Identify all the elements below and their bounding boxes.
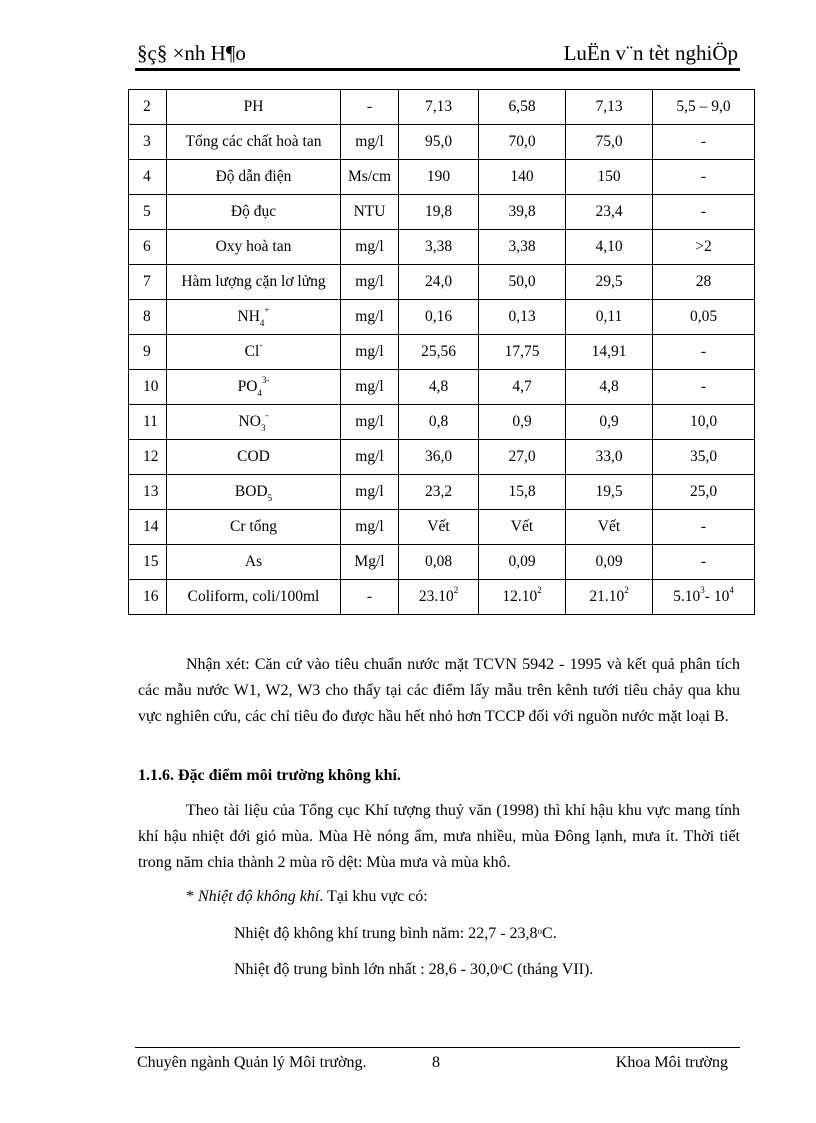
row-number-cell: 11 — [129, 405, 167, 440]
unit-cell: - — [341, 580, 399, 615]
w3-cell: 33,0 — [566, 440, 653, 475]
parameter-cell: Độ đục — [167, 195, 341, 230]
footer-right-text: Khoa Môi trường — [615, 1054, 728, 1071]
table-row — [129, 545, 755, 580]
table-row — [129, 405, 755, 440]
w3-cell: 4,10 — [566, 230, 653, 265]
w2-cell: 70,0 — [479, 125, 566, 160]
standard-cell: - — [653, 335, 755, 370]
standard-cell: 5,5 – 9,0 — [653, 90, 755, 125]
page-number: 8 — [432, 1054, 440, 1071]
row-number-cell: 15 — [129, 545, 167, 580]
standard-cell: 28 — [653, 265, 755, 300]
w3-cell: 14,91 — [566, 335, 653, 370]
table-row — [129, 475, 755, 510]
table-row — [129, 195, 755, 230]
w2-cell: 0,13 — [479, 300, 566, 335]
parameter-cell: Hàm lượng cặn lơ lửng — [167, 265, 341, 300]
w1-cell: 7,13 — [399, 90, 479, 125]
w3-cell: 21.10$^2$ — [566, 580, 653, 615]
row-number-cell: 9 — [129, 335, 167, 370]
row-number-cell: 13 — [129, 475, 167, 510]
parameter-cell: $BOD_5$ — [167, 475, 341, 510]
w2-cell: 0,09 — [479, 545, 566, 580]
row-number-cell: 6 — [129, 230, 167, 265]
w1-cell: 23.10$^2$ — [399, 580, 479, 615]
climate-paragraph: Theo tài liệu của Tổng cục Khí tượng thuỷ văn (1998) thì khí hậu khu vực mang tính khí hậu nhiệt đới gió mùa. Mùa Hè nóng ẩm, mưa nhiều, mùa Đông lạnh, mưa ít. Thời tiết trong năm chia thành 2 mùa rõ dệt: Mùa mưa và mùa khô. — [138, 802, 740, 871]
w1-cell: Vết — [399, 510, 479, 545]
row-number-cell: 5 — [129, 195, 167, 230]
table-body — [129, 90, 755, 615]
standard-cell: >2 — [653, 230, 755, 265]
temperature-label-line — [186, 884, 428, 910]
standard-cell: - — [653, 160, 755, 195]
row-number-cell: 14 — [129, 510, 167, 545]
standard-cell: 0,05 — [653, 300, 755, 335]
water-quality-table — [128, 89, 755, 615]
w3-cell: 0,09 — [566, 545, 653, 580]
w1-cell: 36,0 — [399, 440, 479, 475]
standard-cell: - — [653, 125, 755, 160]
parameter-cell: Tổng các chất hoà tan — [167, 125, 341, 160]
unit-cell: mg/l — [341, 475, 399, 510]
parameter-cell: Cl- — [167, 335, 341, 370]
parameter-cell: $PO_4^{3-}$ — [167, 370, 341, 405]
unit-cell: - — [341, 90, 399, 125]
w1-cell: 3,38 — [399, 230, 479, 265]
standard-cell: 5.10$^3$- $10^4$ — [653, 580, 755, 615]
header-left-text: §ç§ ×nh H¶o — [137, 41, 246, 65]
table-row — [129, 160, 755, 195]
w3-cell: 23,4 — [566, 195, 653, 230]
parameter-cell: COD — [167, 440, 341, 475]
standard-cell: - — [653, 510, 755, 545]
parameter-cell: As — [167, 545, 341, 580]
w1-cell: 23,2 — [399, 475, 479, 510]
row-number-cell: 10 — [129, 370, 167, 405]
table-row — [129, 510, 755, 545]
w2-cell: 39,8 — [479, 195, 566, 230]
row-number-cell: 16 — [129, 580, 167, 615]
w3-cell: Vết — [566, 510, 653, 545]
w2-cell: 4,7 — [479, 370, 566, 405]
unit-cell: Mg/l — [341, 545, 399, 580]
w2-cell: 12.10$^2$ — [479, 580, 566, 615]
temperature-label-rest: . Tại khu vực có: — [319, 888, 428, 905]
unit-cell: mg/l — [341, 440, 399, 475]
w3-cell: 7,13 — [566, 90, 653, 125]
bullet-star: * — [186, 888, 198, 905]
unit-cell: Ms/cm — [341, 160, 399, 195]
unit-cell: NTU — [341, 195, 399, 230]
w1-cell: 95,0 — [399, 125, 479, 160]
page-header — [135, 38, 740, 71]
standard-cell: 10,0 — [653, 405, 755, 440]
w2-cell: 15,8 — [479, 475, 566, 510]
row-number-cell: 2 — [129, 90, 167, 125]
w1-cell: 0,08 — [399, 545, 479, 580]
unit-cell: mg/l — [341, 370, 399, 405]
row-number-cell: 3 — [129, 125, 167, 160]
table-row — [129, 125, 755, 160]
table-row — [129, 440, 755, 475]
row-number-cell: 4 — [129, 160, 167, 195]
parameter-cell: Độ dẫn điện — [167, 160, 341, 195]
w2-cell: 17,75 — [479, 335, 566, 370]
parameter-cell: Oxy hoà tan — [167, 230, 341, 265]
header-right-text: LuËn v¨n tèt nghiÖp — [563, 41, 738, 65]
page-footer — [135, 1047, 740, 1074]
standard-cell: 25,0 — [653, 475, 755, 510]
table-row — [129, 335, 755, 370]
w2-cell: 0,9 — [479, 405, 566, 440]
unit-cell: mg/l — [341, 510, 399, 545]
unit-cell: mg/l — [341, 125, 399, 160]
w2-cell: 3,38 — [479, 230, 566, 265]
w2-cell: 27,0 — [479, 440, 566, 475]
row-number-cell: 7 — [129, 265, 167, 300]
table-row — [129, 265, 755, 300]
w1-cell: 24,0 — [399, 265, 479, 300]
parameter-cell: Cr tổng — [167, 510, 341, 545]
w1-cell: 25,56 — [399, 335, 479, 370]
parameter-cell: Coliform, coli/100ml — [167, 580, 341, 615]
unit-cell: mg/l — [341, 300, 399, 335]
table-row — [129, 230, 755, 265]
standard-cell: 35,0 — [653, 440, 755, 475]
w1-cell: 4,8 — [399, 370, 479, 405]
table-row — [129, 580, 755, 615]
w3-cell: 0,11 — [566, 300, 653, 335]
standard-cell: - — [653, 195, 755, 230]
avg-temperature-line: Nhiệt độ không khí trung bình năm: 22,7 - 23,8$^o$C. — [234, 925, 557, 942]
w3-cell: 19,5 — [566, 475, 653, 510]
parameter-cell: PH — [167, 90, 341, 125]
parameter-cell: $NO_3^-$ — [167, 405, 341, 440]
w2-cell: 140 — [479, 160, 566, 195]
unit-cell: mg/l — [341, 335, 399, 370]
unit-cell: mg/l — [341, 265, 399, 300]
standard-cell: - — [653, 545, 755, 580]
unit-cell: mg/l — [341, 230, 399, 265]
w2-cell: Vết — [479, 510, 566, 545]
w3-cell: 0,9 — [566, 405, 653, 440]
section-heading: 1.1.6. Đặc điểm môi trường không khí. — [138, 767, 401, 784]
table-row — [129, 90, 755, 125]
table-row — [129, 300, 755, 335]
table-row — [129, 370, 755, 405]
row-number-cell: 8 — [129, 300, 167, 335]
standard-cell: - — [653, 370, 755, 405]
w3-cell: 4,8 — [566, 370, 653, 405]
w1-cell: 19,8 — [399, 195, 479, 230]
w1-cell: 0,8 — [399, 405, 479, 440]
w3-cell: 150 — [566, 160, 653, 195]
w2-cell: 6,58 — [479, 90, 566, 125]
max-temperature-line: Nhiệt độ trung bình lớn nhất : 28,6 - 30,0$^o$C (tháng VII). — [234, 961, 594, 978]
w2-cell: 50,0 — [479, 265, 566, 300]
row-number-cell: 12 — [129, 440, 167, 475]
w1-cell: 0,16 — [399, 300, 479, 335]
w3-cell: 29,5 — [566, 265, 653, 300]
w1-cell: 190 — [399, 160, 479, 195]
footer-left-text: Chuyên ngành Quản lý Môi trường. — [137, 1054, 367, 1071]
remark-paragraph: Nhận xét: Căn cứ vào tiêu chuẩn nước mặt TCVN 5942 - 1995 và kết quả phân tích các mẫu nước W1, W2, W3 cho thấy tại các điểm lấy mẫu trên kênh tưới tiêu chảy qua khu vực nghiên cứu, các chỉ tiêu đo được hầu hết nhỏ hơn TCCP đối với nguồn nước mặt loại B. — [138, 656, 740, 725]
parameter-cell: $NH_4^+$ — [167, 300, 341, 335]
unit-cell: mg/l — [341, 405, 399, 440]
w3-cell: 75,0 — [566, 125, 653, 160]
temperature-label: Nhiệt độ không khí — [198, 888, 320, 905]
